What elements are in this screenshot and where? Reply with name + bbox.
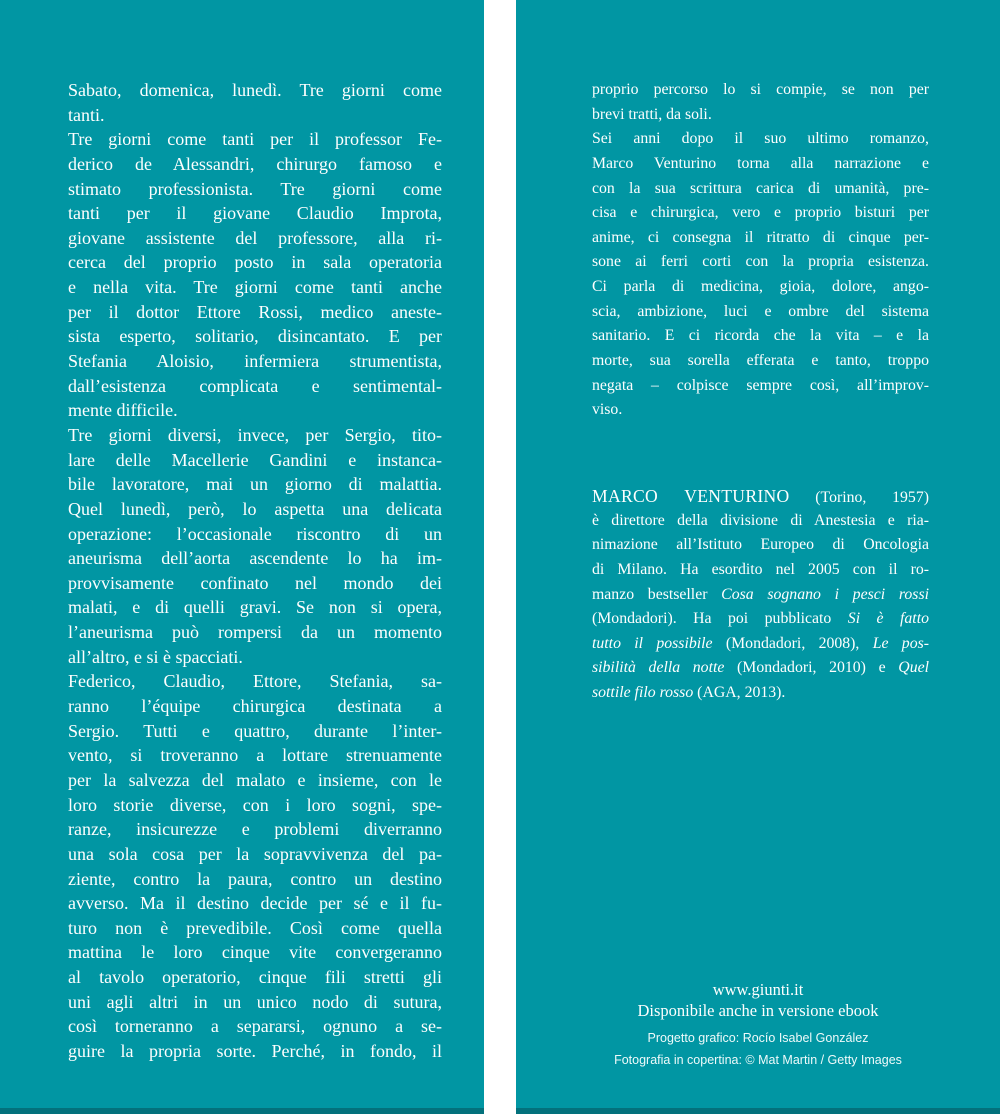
text-segment: Cosa sognano i pesci rossi	[721, 585, 929, 603]
text-line	[592, 152, 929, 177]
right-flap-panel	[516, 0, 1000, 1114]
text-segment: mattina le loro cinque vite convergeranno	[68, 942, 442, 963]
text-segment: Ci parla di medicina, gioia, dolore, ango-	[592, 278, 929, 296]
text-segment: negata – colpisce sempre così, all’improv-	[592, 376, 929, 394]
text-segment: ranze, insicurezze e problemi diverranno	[68, 819, 442, 840]
text-segment: con la sua scrittura carica di umanità, pre-	[592, 179, 929, 197]
text-segment: provvisamente confinato nel mondo dei	[68, 572, 442, 593]
text-line	[592, 275, 929, 300]
text-segment: Federico, Claudio, Ettore, Stefania, sa-	[68, 671, 442, 692]
text-line	[68, 793, 442, 818]
synopsis-text-right-column	[592, 78, 929, 423]
synopsis-text-left-column	[68, 78, 442, 1064]
author-bio	[592, 484, 929, 706]
text-segment: malati, e di quelli gravi. Se non si opera,	[68, 597, 442, 618]
text-line	[68, 324, 442, 349]
text-segment: una sola cosa per la sopravvivenza del pa-	[68, 843, 442, 864]
text-segment: Le pos-	[872, 634, 929, 652]
text-segment: di Milano. Ha esordito nel 2005 con il ro-	[592, 560, 929, 578]
text-line	[68, 275, 442, 300]
text-segment: giovane assistente del professore, alla ri-	[68, 227, 442, 248]
text-segment: tanti.	[68, 104, 105, 125]
text-segment: lare delle Macellerie Gandini e instanca-	[68, 449, 442, 470]
text-line	[68, 546, 442, 571]
text-line	[68, 595, 442, 620]
text-line	[68, 398, 442, 423]
text-line	[68, 300, 442, 325]
text-segment: manzo bestseller	[592, 585, 722, 603]
text-segment: (AGA, 2013).	[693, 684, 786, 702]
text-segment: sibilità della notte	[592, 659, 725, 677]
text-segment: guire la propria sorte. Perché, in fondo, il	[68, 1040, 442, 1061]
text-line	[68, 694, 442, 719]
text-line	[68, 990, 442, 1015]
text-line	[68, 522, 442, 547]
text-line	[68, 127, 442, 152]
text-segment: morte, sua sorella efferata e tanto, troppo	[592, 352, 929, 370]
text-line	[68, 1039, 442, 1064]
text-line	[68, 620, 442, 645]
text-segment: Sei anni dopo il suo ultimo romanzo,	[592, 130, 929, 148]
text-line	[68, 669, 442, 694]
text-line	[68, 152, 442, 177]
text-segment: uni agli altri in un unico nodo di sutura,	[68, 991, 442, 1012]
text-line	[592, 300, 929, 325]
text-segment: brevi tratti, da soli.	[592, 105, 712, 123]
text-segment: Si è fatto	[847, 610, 929, 628]
text-line	[68, 349, 442, 374]
text-line	[68, 743, 442, 768]
publisher-website: www.giunti.it	[712, 980, 804, 999]
text-line	[592, 78, 929, 103]
text-line	[592, 558, 929, 583]
text-segment: Quel	[898, 659, 929, 677]
text-line	[68, 78, 442, 103]
text-segment: bile lavoratore, mai un giorno di malattia.	[68, 474, 442, 495]
text-line	[592, 103, 929, 128]
publisher-footer	[516, 979, 1000, 1071]
text-line	[68, 472, 442, 497]
text-line	[68, 201, 442, 226]
text-line	[68, 226, 442, 251]
text-line	[592, 127, 929, 152]
text-line	[592, 177, 929, 202]
text-line	[68, 965, 442, 990]
text-line	[68, 497, 442, 522]
text-segment: sottile filo rosso	[592, 684, 694, 702]
text-line	[68, 448, 442, 473]
text-segment: Tre giorni come tanti per il professor Fe-	[68, 129, 442, 150]
text-segment: operazione: l’occasionale riscontro di un	[68, 523, 442, 544]
text-line	[68, 571, 442, 596]
left-flap-panel	[0, 0, 484, 1114]
text-line	[592, 632, 929, 657]
text-segment: ziente, contro la paura, contro un destino	[68, 868, 442, 889]
text-segment: derico de Alessandri, chirurgo famoso e	[68, 153, 442, 174]
text-segment: Sabato, domenica, lunedì. Tre giorni come	[68, 80, 442, 100]
ebook-availability-note: Disponibile anche in versione ebook	[637, 1001, 879, 1020]
text-segment: così torneranno a separarsi, ognuno a se-	[68, 1016, 442, 1037]
text-line	[68, 842, 442, 867]
text-line	[68, 250, 442, 275]
text-segment: ranno l’équipe chirurgica destinata a	[68, 696, 442, 717]
text-segment: tanti per il giovane Claudio Improta,	[68, 203, 442, 224]
text-segment: Marco Venturino torna alla narrazione e	[592, 154, 929, 172]
text-segment: (Mondadori). Ha poi pubblicato	[592, 610, 848, 628]
text-line	[592, 533, 929, 558]
text-segment: l’aneurisma può rompersi da un momento	[68, 622, 442, 643]
text-line	[592, 398, 929, 423]
text-segment: è direttore della divisione di Anestesia e ria-	[592, 511, 929, 529]
text-segment: viso.	[592, 401, 623, 419]
text-line	[68, 177, 442, 202]
text-line	[68, 423, 442, 448]
text-segment: per il dottor Ettore Rossi, medico aneste-	[68, 301, 442, 322]
text-line	[592, 656, 929, 681]
text-segment: sanitario. E ci ricorda che la vita – e la	[592, 327, 929, 345]
text-line	[592, 349, 929, 374]
flap-gutter-divider	[484, 0, 516, 1114]
graphic-design-credit: Progetto grafico: Rocío Isabel González	[647, 1031, 869, 1045]
text-line	[68, 940, 442, 965]
text-line	[68, 916, 442, 941]
text-line	[68, 867, 442, 892]
text-line	[68, 103, 442, 128]
text-line	[592, 250, 929, 275]
text-segment: al tavolo operatorio, cinque fili stretti gli	[68, 967, 442, 988]
text-segment: aneurisma dell’aorta ascendente lo ha im-	[68, 548, 442, 569]
text-segment: avverso. Ma il destino decide per sé e il fu-	[68, 893, 442, 914]
text-line	[592, 583, 929, 608]
text-segment: vento, si troveranno a lottare strenuamente	[68, 745, 442, 766]
text-segment: (Mondadori, 2008),	[712, 634, 873, 652]
text-line	[592, 324, 929, 349]
text-segment: all’altro, e si è spacciati.	[68, 646, 243, 667]
text-segment: nimazione all’Istituto Europeo di Oncologia	[592, 536, 929, 554]
text-segment: Quel lunedì, però, lo aspetta una delicata	[68, 498, 442, 519]
text-segment: (Mondadori, 2010) e	[724, 659, 899, 677]
text-segment: anime, ci consegna il ritratto di cinque per-	[592, 228, 929, 246]
text-line	[592, 226, 929, 251]
text-line	[68, 891, 442, 916]
text-segment: per la salvezza del malato e insieme, con le	[68, 769, 442, 790]
text-segment: (Torino, 1957)	[789, 489, 929, 506]
text-line	[68, 817, 442, 842]
text-line	[592, 201, 929, 226]
text-segment: tutto il possibile	[592, 634, 713, 652]
text-segment: Tre giorni diversi, invece, per Sergio, tito-	[68, 424, 442, 445]
text-line	[592, 607, 929, 632]
text-segment: sone ai ferri corti con la propria esistenza.	[592, 253, 929, 271]
text-line	[68, 768, 442, 793]
text-segment: turo non è prevedibile. Così come quella	[68, 917, 442, 938]
text-segment: dall’esistenza complicata e sentimental-	[68, 375, 442, 396]
text-segment: stimato professionista. Tre giorni come	[68, 178, 442, 199]
text-segment: e nella vita. Tre giorni come tanti anche	[68, 277, 442, 298]
text-line	[68, 719, 442, 744]
cover-photo-credit: Fotografia in copertina: © Mat Martin / Getty Images	[614, 1052, 902, 1067]
text-segment: mente difficile.	[68, 400, 178, 421]
text-segment: proprio percorso lo si compie, se non per	[592, 81, 929, 98]
text-line	[68, 374, 442, 399]
text-line	[68, 645, 442, 670]
text-line	[592, 484, 929, 509]
text-segment: sista esperto, solitario, disincantato. E per	[68, 326, 442, 347]
text-segment: loro storie diverse, con i loro sogni, spe-	[68, 794, 442, 815]
text-segment: Stefania Aloisio, infermiera strumentista,	[68, 351, 442, 372]
text-segment: cisa e chirurgica, vero e proprio bisturi per	[592, 204, 929, 222]
text-line	[592, 374, 929, 399]
text-line	[592, 509, 929, 534]
text-segment: MARCO VENTURINO	[592, 486, 790, 506]
text-segment: cerca del proprio posto in sala operatoria	[68, 252, 442, 273]
text-segment: scia, ambizione, luci e ombre del sistema	[592, 302, 929, 320]
text-line	[68, 1014, 442, 1039]
text-line	[592, 681, 929, 706]
text-segment: Sergio. Tutti e quattro, durante l’inter-	[68, 720, 442, 741]
